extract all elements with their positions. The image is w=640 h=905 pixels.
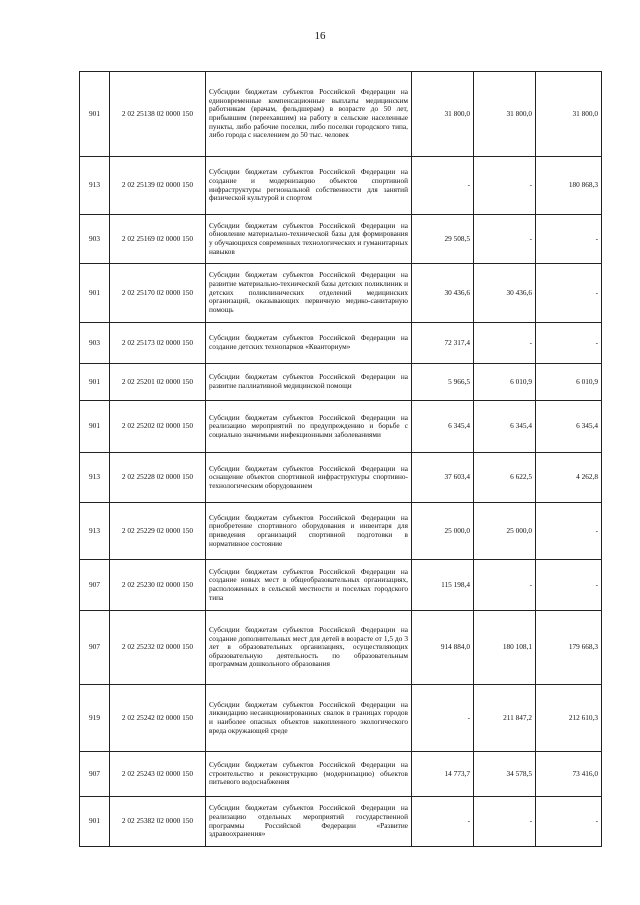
budget-code-cell: 2 02 25138 02 0000 150 [110,72,206,157]
amount-year2-cell: 25 000,0 [474,503,536,560]
amount-year2-cell: - [474,157,536,215]
amount-year3-cell: 180 868,3 [536,157,602,215]
table-row [80,611,602,685]
budget-code-cell: 2 02 25139 02 0000 150 [110,157,206,215]
amount-year3-cell: - [536,264,602,323]
table-row [80,264,602,323]
admin-code-cell: 907 [80,611,110,685]
budget-code-cell: 2 02 25169 02 0000 150 [110,215,206,264]
description-cell: Субсидии бюджетам субъектов Российской Федерации на строительство и реконструкцию (модернизацию) объектов питьевого водоснабжения [206,752,412,797]
table-row [80,364,602,401]
amount-year1-cell: - [412,685,474,752]
admin-code-cell: 901 [80,72,110,157]
amount-year3-cell: 31 800,0 [536,72,602,157]
amount-year3-cell: 4 262,8 [536,453,602,503]
amount-year2-cell: 6 622,5 [474,453,536,503]
budget-code-cell: 2 02 25173 02 0000 150 [110,323,206,364]
description-cell: Субсидии бюджетам субъектов Российской Федерации на единовременные компенсационные выплаты медицинским работникам (врачам, фельдшерам) в возрасте до 50 лет, прибывшим (переехавшим) на работу в сельские населенные пункты, либо рабочие поселки, либо поселки городского типа, либо города с населением до 50 тыс. человек [206,72,412,157]
table-row [80,797,602,847]
admin-code-cell: 901 [80,401,110,453]
amount-year1-cell: 25 000,0 [412,503,474,560]
amount-year3-cell: - [536,215,602,264]
budget-code-cell: 2 02 25382 02 0000 150 [110,797,206,847]
admin-code-cell: 913 [80,503,110,560]
budget-code-cell: 2 02 25229 02 0000 150 [110,503,206,560]
budget-code-cell: 2 02 25230 02 0000 150 [110,560,206,611]
amount-year1-cell: 72 317,4 [412,323,474,364]
table-row [80,157,602,215]
budget-code-cell: 2 02 25202 02 0000 150 [110,401,206,453]
description-cell: Субсидии бюджетам субъектов Российской Федерации на создание и модернизацию объектов спортивной инфраструктуры региональной собственности для занятий физической культурой и спортом [206,157,412,215]
admin-code-cell: 901 [80,264,110,323]
amount-year2-cell: 30 436,6 [474,264,536,323]
table-row [80,503,602,560]
amount-year2-cell: 6 010,9 [474,364,536,401]
description-cell: Субсидии бюджетам субъектов Российской Федерации на обновление материально-технической базы для формирования у обучающихся современных технологических и гуманитарных навыков [206,215,412,264]
amount-year3-cell: - [536,797,602,847]
budget-code-cell: 2 02 25228 02 0000 150 [110,453,206,503]
amount-year1-cell: 5 966,5 [412,364,474,401]
admin-code-cell: 903 [80,323,110,364]
table-row [80,560,602,611]
admin-code-cell: 913 [80,157,110,215]
admin-code-cell: 907 [80,752,110,797]
admin-code-cell: 901 [80,797,110,847]
description-cell: Субсидии бюджетам субъектов Российской Федерации на приобретение спортивного оборудования и инвентаря для приведения организаций спортивной подготовки в нормативное состояние [206,503,412,560]
description-cell: Субсидии бюджетам субъектов Российской Федерации на реализацию мероприятий по предупреждению и борьбе с социально значимыми инфекционными заболеваниями [206,401,412,453]
table-row [80,453,602,503]
amount-year2-cell: 34 578,5 [474,752,536,797]
admin-code-cell: 919 [80,685,110,752]
budget-code-cell: 2 02 25201 02 0000 150 [110,364,206,401]
table-row [80,685,602,752]
amount-year3-cell: 73 416,0 [536,752,602,797]
description-cell: Субсидии бюджетам субъектов Российской Федерации на реализацию отдельных мероприятий государственной программы Российской Федерации «Развитие здравоохранения» [206,797,412,847]
amount-year2-cell: - [474,323,536,364]
admin-code-cell: 901 [80,364,110,401]
amount-year2-cell: - [474,215,536,264]
amount-year3-cell: 6 010,9 [536,364,602,401]
budget-code-cell: 2 02 25243 02 0000 150 [110,752,206,797]
amount-year2-cell: 6 345,4 [474,401,536,453]
amount-year2-cell: - [474,797,536,847]
amount-year1-cell: 29 508,5 [412,215,474,264]
budget-code-cell: 2 02 25242 02 0000 150 [110,685,206,752]
amount-year3-cell: 179 668,3 [536,611,602,685]
budget-code-cell: 2 02 25170 02 0000 150 [110,264,206,323]
description-cell: Субсидии бюджетам субъектов Российской Федерации на создание детских технопарков «Кванториум» [206,323,412,364]
amount-year1-cell: 31 800,0 [412,72,474,157]
revenue-table [79,71,602,847]
admin-code-cell: 903 [80,215,110,264]
description-cell: Субсидии бюджетам субъектов Российской Федерации на оснащение объектов спортивной инфраструктуры спортивно-технологическим оборудованием [206,453,412,503]
amount-year3-cell: - [536,323,602,364]
table-row [80,401,602,453]
amount-year1-cell: - [412,157,474,215]
table-row [80,72,602,157]
amount-year2-cell: - [474,560,536,611]
admin-code-cell: 913 [80,453,110,503]
amount-year3-cell: 212 610,3 [536,685,602,752]
table-row [80,215,602,264]
description-cell: Субсидии бюджетам субъектов Российской Федерации на ликвидацию несанкционированных свалок в границах городов и наиболее опасных объектов накопленного экологического вреда окружающей среде [206,685,412,752]
description-cell: Субсидии бюджетам субъектов Российской Федерации на создание новых мест в общеобразовательных организациях, расположенных в сельской местности и поселках городского типа [206,560,412,611]
amount-year1-cell: 914 884,0 [412,611,474,685]
amount-year2-cell: 211 847,2 [474,685,536,752]
page-number: 16 [314,30,326,42]
amount-year1-cell: 115 198,4 [412,560,474,611]
amount-year1-cell: - [412,797,474,847]
amount-year2-cell: 180 108,1 [474,611,536,685]
table-row [80,323,602,364]
description-cell: Субсидии бюджетам субъектов Российской Федерации на создание дополнительных мест для детей в возрасте от 1,5 до 3 лет в образовательных организациях, осуществляющих образовательную деятельность по образовательным программам дошкольного образования [206,611,412,685]
amount-year1-cell: 30 436,6 [412,264,474,323]
table-row [80,752,602,797]
amount-year1-cell: 37 603,4 [412,453,474,503]
amount-year3-cell: - [536,560,602,611]
description-cell: Субсидии бюджетам субъектов Российской Федерации на развитие паллиативной медицинской помощи [206,364,412,401]
amount-year2-cell: 31 800,0 [474,72,536,157]
admin-code-cell: 907 [80,560,110,611]
amount-year3-cell: 6 345,4 [536,401,602,453]
budget-code-cell: 2 02 25232 02 0000 150 [110,611,206,685]
amount-year3-cell: - [536,503,602,560]
description-cell: Субсидии бюджетам субъектов Российской Федерации на развитие материально-технической базы детских поликлиник и детских поликлинических отделений медицинских организаций, оказывающих первичную медико-санитарную помощь [206,264,412,323]
amount-year1-cell: 14 773,7 [412,752,474,797]
amount-year1-cell: 6 345,4 [412,401,474,453]
